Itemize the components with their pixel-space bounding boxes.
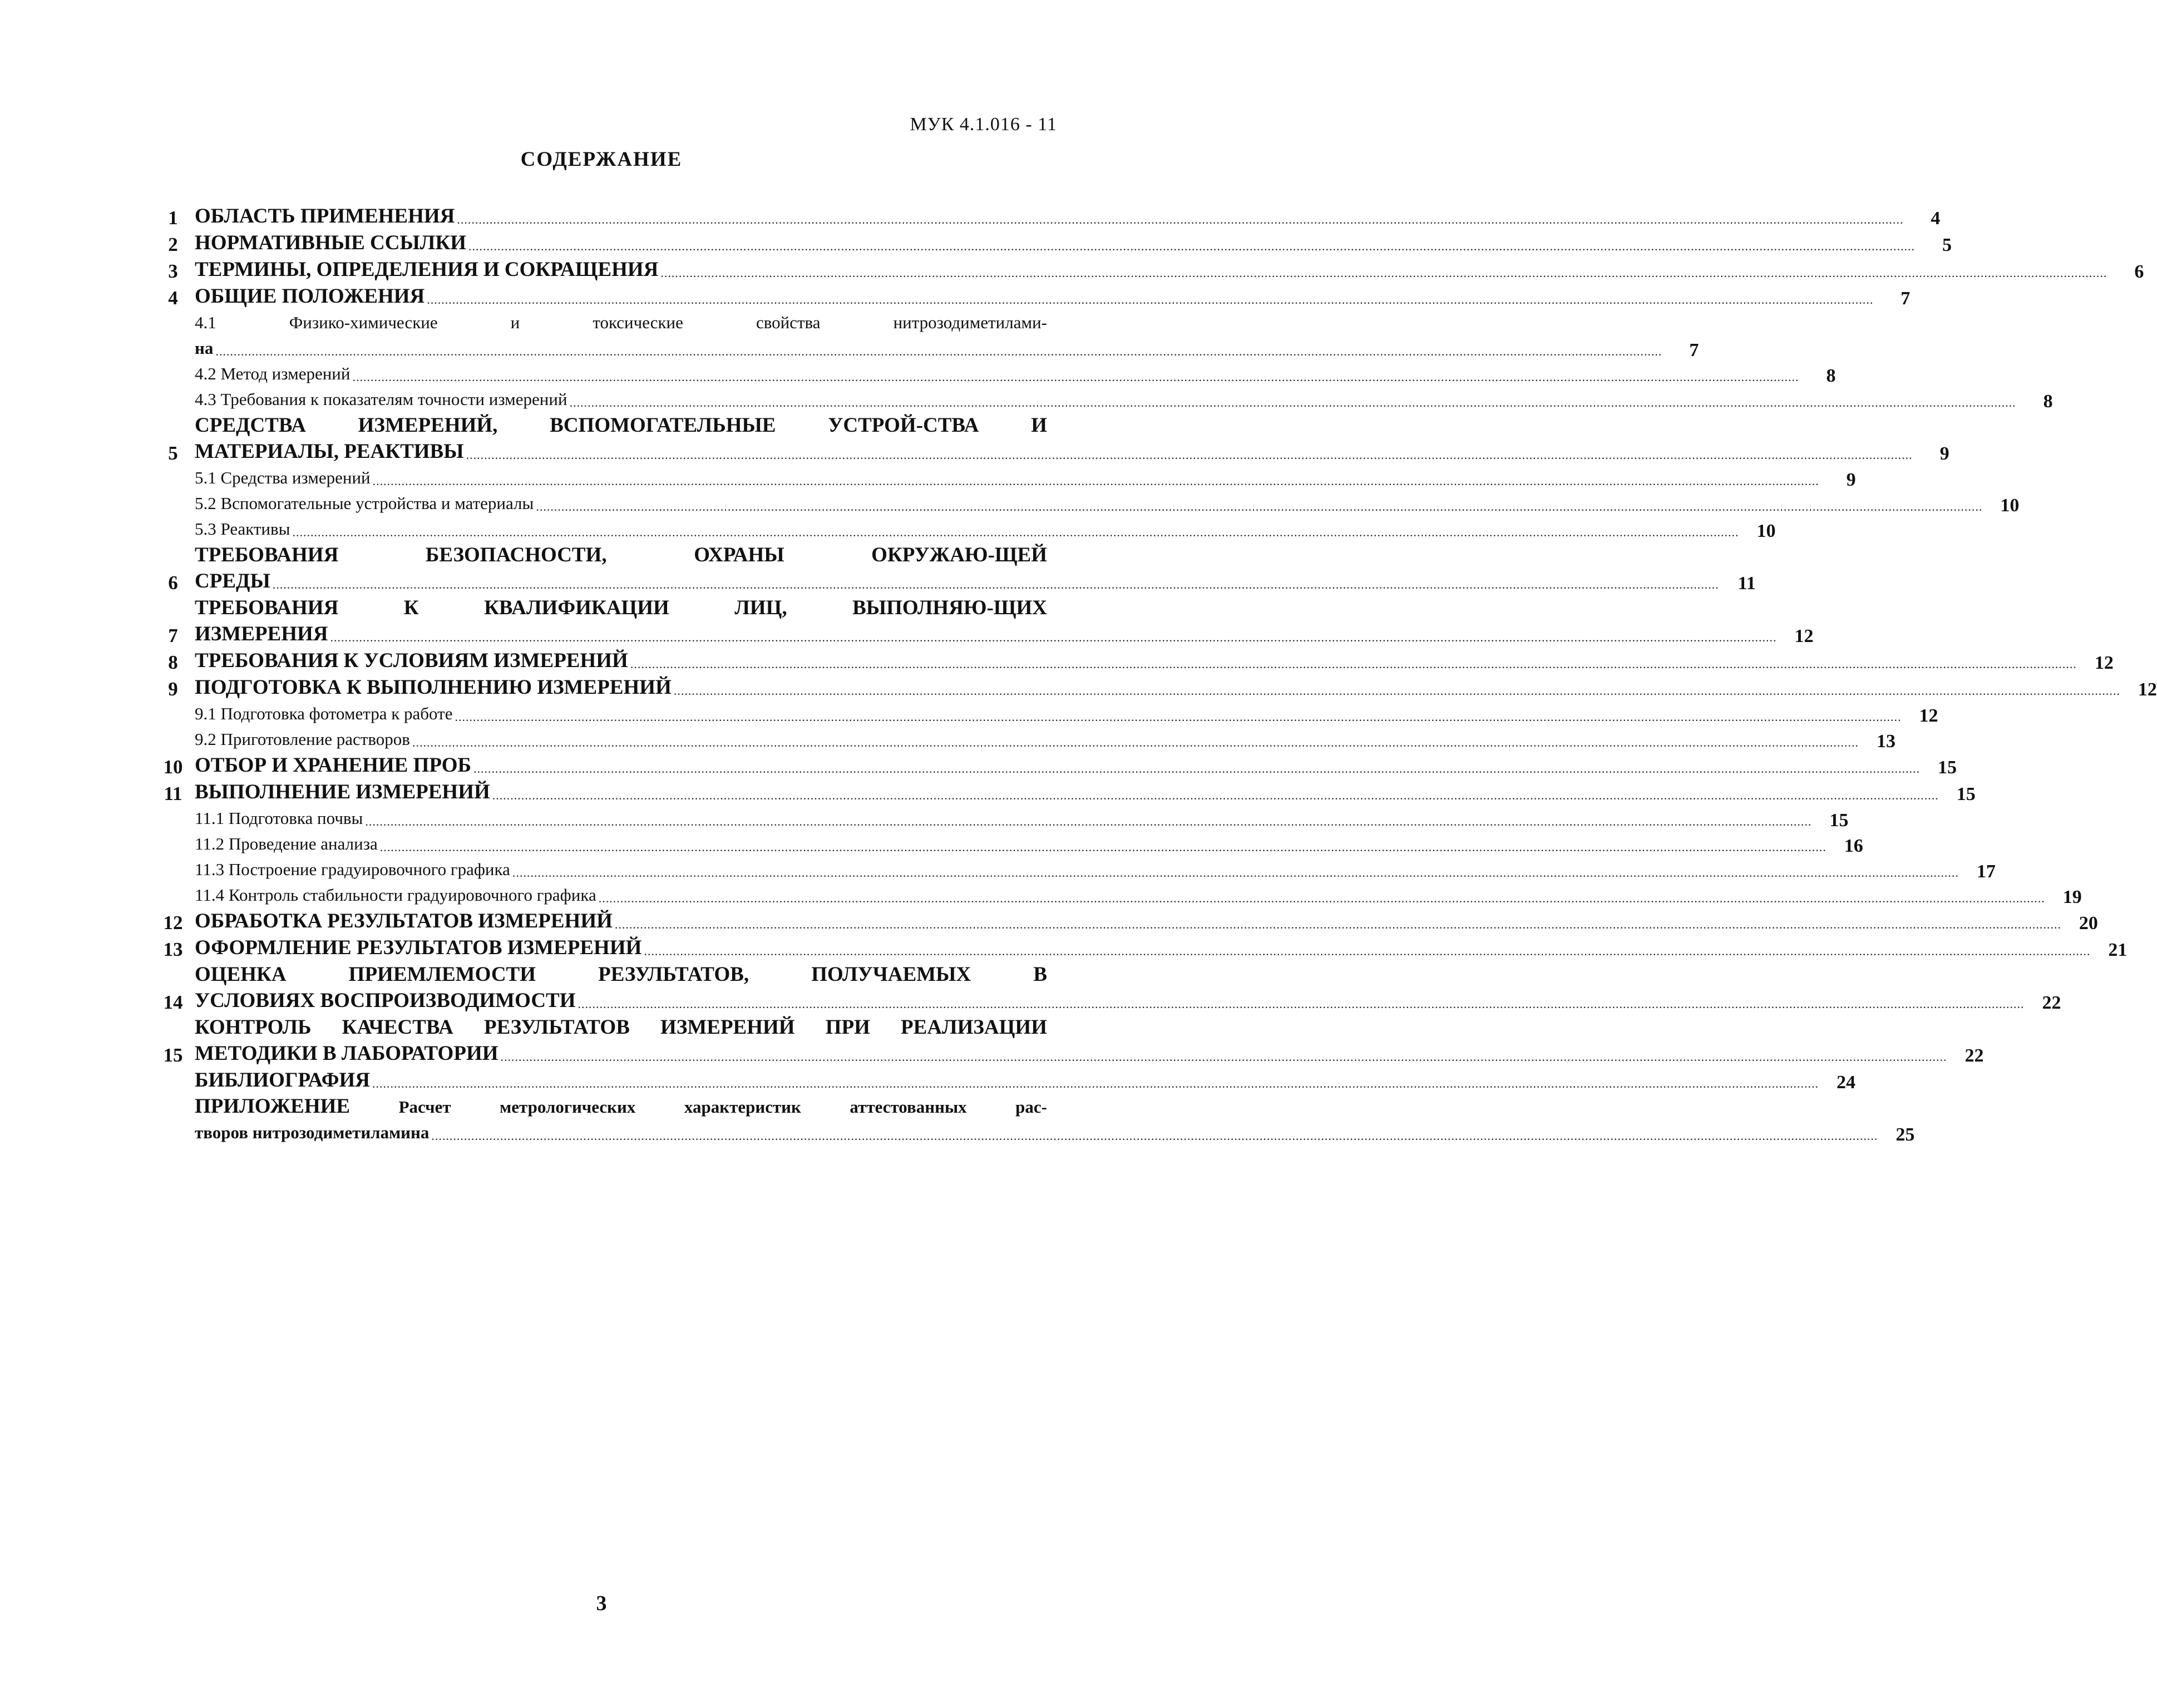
toc-entry-text-line2: творов нитрозодиметиламина (195, 1123, 430, 1142)
leader-dots: ................................................................................................................................................................................................................................................................................................................................................................................................................ (457, 213, 1904, 226)
leader-dots: ................................................................................................................................................................................................................................................................................................................................................................................................................ (215, 344, 1662, 358)
leader-dots: ................................................................................................................................................................................................................................................................................................................................................................................................................ (431, 1129, 1878, 1143)
toc-entry (151, 935, 2128, 961)
toc-entry (151, 806, 1849, 831)
toc-entry-text-line2: ИЗМЕРЕНИЯ (195, 623, 328, 645)
toc-entry-page: 6 (2134, 261, 2144, 282)
toc-entry-text-line1: ОЦЕНКА ПРИЕМЛЕМОСТИ РЕЗУЛЬТАТОВ, ПОЛУЧАЕМЫХ В (195, 963, 1047, 986)
toc-entry (151, 283, 1911, 309)
toc-entry (151, 310, 1699, 361)
toc-entry (151, 908, 2098, 934)
leader-dots: ................................................................................................................................................................................................................................................................................................................................................................................................................ (630, 657, 2077, 671)
toc-entry-text: ОФОРМЛЕНИЕ РЕЗУЛЬТАТОВ ИЗМЕРЕНИЙ (195, 936, 642, 959)
toc-entry (151, 882, 2082, 908)
leader-dots: ................................................................................................................................................................................................................................................................................................................................................................................................................ (500, 1050, 1947, 1064)
leader-dots: ................................................................................................................................................................................................................................................................................................................................................................................................................ (372, 474, 1819, 488)
leader-dots: ................................................................................................................................................................................................................................................................................................................................................................................................................ (468, 239, 1915, 253)
toc-title: СОДЕРЖАНИЕ (520, 148, 683, 171)
toc-entry-number: 9 (168, 678, 178, 700)
toc-entry-number: 3 (168, 260, 178, 282)
toc-entry-page: 15 (1956, 784, 1976, 804)
toc-entry (151, 701, 1938, 727)
leader-dots: ................................................................................................................................................................................................................................................................................................................................................................................................................ (660, 266, 2107, 280)
toc-entry (151, 1067, 1855, 1093)
toc-entry-text: ПОДГОТОВКА К ВЫПОЛНЕНИЮ ИЗМЕРЕНИЙ (195, 676, 672, 699)
toc-entry-page: 13 (1876, 731, 1896, 752)
toc-entry-page: 15 (1938, 757, 1957, 778)
leader-dots: ................................................................................................................................................................................................................................................................................................................................................................................................................ (673, 684, 2120, 698)
toc-entry-number: 8 (168, 651, 178, 673)
toc-entry-text-line1: ТРЕБОВАНИЯ БЕЗОПАСНОСТИ, ОХРАНЫ ОКРУЖАЮ-ЩЕЙ (195, 544, 1047, 566)
leader-dots: ................................................................................................................................................................................................................................................................................................................................................................................................................ (614, 917, 2061, 931)
toc-entry (151, 516, 1776, 542)
toc-entry-text: 11.2 Проведение анализа (195, 834, 378, 853)
toc-entry-page: 24 (1837, 1072, 1855, 1093)
toc-entry-text: 11.4 Контроль стабильности градуировочного графика (195, 885, 596, 905)
leader-dots: ................................................................................................................................................................................................................................................................................................................................................................................................................ (352, 370, 1799, 384)
toc-entry-page: 21 (2108, 940, 2128, 960)
toc-entry-page: 9 (1939, 443, 1949, 464)
toc-entry-text: ОБЛАСТЬ ПРИМЕНЕНИЯ (195, 205, 455, 228)
toc-entry-page: 11 (1738, 573, 1756, 594)
toc-entry-text-line1: Расчет метрологических характеристик аттестованных рас- (398, 1097, 1048, 1117)
toc-entry-text: БИБЛИОГРАФИЯ (195, 1069, 370, 1092)
toc-entry-page: 16 (1844, 836, 1863, 856)
toc-entry-text: ОТБОР И ХРАНЕНИЕ ПРОБ (195, 754, 471, 777)
toc-entry (151, 491, 2020, 516)
toc-entry-text-line2: МАТЕРИАЛЫ, РЕАКТИВЫ (195, 440, 464, 463)
leader-dots: ................................................................................................................................................................................................................................................................................................................................................................................................................ (466, 448, 1913, 462)
toc-entry (151, 387, 2053, 412)
toc-entry-page: 15 (1829, 810, 1849, 831)
toc-entry-page: 25 (1896, 1124, 1915, 1145)
toc-entry-number: 13 (163, 939, 183, 960)
toc-entry-text: ТРЕБОВАНИЯ К УСЛОВИЯМ ИЗМЕРЕНИЙ (195, 649, 628, 672)
toc-entry-text: 5.3 Реактивы (195, 519, 290, 539)
toc-entry-number: 1 (168, 207, 178, 229)
toc-entry (151, 961, 2061, 1014)
leader-dots: ................................................................................................................................................................................................................................................................................................................................................................................................................ (569, 396, 2016, 409)
toc-entry-text-line2: УСЛОВИЯХ ВОСПРОИЗВОДИМОСТИ (195, 989, 576, 1012)
toc-entry-text: 11.1 Подготовка почвы (195, 808, 363, 828)
document-code: МУК 4.1.016 - 11 (910, 114, 1057, 135)
leader-dots: ................................................................................................................................................................................................................................................................................................................................................................................................................ (536, 500, 1983, 514)
toc-entry-number: 2 (168, 234, 178, 255)
toc-entry-text: ОБЩИЕ ПОЛОЖЕНИЯ (195, 285, 425, 308)
toc-entry-text: 9.1 Подготовка фотометра к работе (195, 704, 453, 723)
toc-entry-number: 5 (168, 442, 178, 464)
toc-entry-text-line1: СРЕДСТВА ИЗМЕРЕНИЙ, ВСПОМОГАТЕЛЬНЫЕ УСТРОЙ-СТВА И (195, 414, 1047, 437)
toc-entry-number: 7 (168, 625, 178, 646)
toc-entry-text: 9.2 Приготовление растворов (195, 729, 410, 749)
toc-entry-page: 10 (2000, 495, 2020, 516)
toc-entry-text-line1: 4.1 Физико-химические и токсические свойства нитрозодиметилами- (195, 313, 1047, 332)
toc-entry (151, 857, 1996, 882)
toc-entry-number: 12 (163, 912, 183, 934)
toc-entry (151, 727, 1896, 752)
toc-entry-page: 9 (1846, 470, 1856, 490)
leader-dots: ................................................................................................................................................................................................................................................................................................................................................................................................................ (427, 293, 1874, 307)
toc-entry-page: 12 (2094, 653, 2114, 673)
leader-dots: ................................................................................................................................................................................................................................................................................................................................................................................................................ (644, 944, 2091, 958)
leader-dots: ................................................................................................................................................................................................................................................................................................................................................................................................................ (473, 762, 1920, 776)
toc-entry-page: 12 (1794, 626, 1814, 646)
toc-entry (151, 256, 2144, 283)
leader-dots: ................................................................................................................................................................................................................................................................................................................................................................................................................ (412, 735, 1859, 749)
leader-dots: ................................................................................................................................................................................................................................................................................................................................................................................................................ (365, 814, 1812, 828)
leader-dots: ................................................................................................................................................................................................................................................................................................................................................................................................................ (492, 788, 1939, 802)
toc-entry (151, 361, 1836, 387)
toc-entry (151, 1014, 1984, 1067)
toc-entry-page: 10 (1756, 521, 1776, 541)
toc-entry (151, 648, 2114, 674)
toc-entry (151, 230, 1952, 256)
toc-entry (151, 203, 1941, 229)
toc-entry (151, 752, 1957, 778)
toc-entry-text-line2: СРЕДЫ (195, 570, 270, 593)
toc-entry-page: 20 (2079, 913, 2098, 934)
toc-entry-text: 11.3 Построение градуировочного графика (195, 860, 510, 879)
toc-entry-text: ВЫПОЛНЕНИЕ ИЗМЕРЕНИЙ (195, 781, 490, 803)
leader-dots: ................................................................................................................................................................................................................................................................................................................................................................................................................ (512, 866, 1959, 880)
toc-entry-number: 10 (163, 756, 183, 778)
table-of-contents (151, 203, 2157, 1146)
leader-dots: ................................................................................................................................................................................................................................................................................................................................................................................................................ (455, 710, 1902, 724)
appendix-label: ПРИЛОЖЕНИЕ (195, 1095, 351, 1118)
page-number: 3 (596, 1592, 607, 1615)
toc-entry-number: 14 (163, 991, 183, 1013)
toc-entry-text: ТЕРМИНЫ, ОПРЕДЕЛЕНИЯ И СОКРАЩЕНИЯ (195, 258, 659, 281)
toc-entry-text-line1: ТРЕБОВАНИЯ К КВАЛИФИКАЦИИ ЛИЦ, ВЫПОЛНЯЮ-ЩИХ (195, 596, 1047, 619)
leader-dots: ................................................................................................................................................................................................................................................................................................................................................................................................................ (292, 525, 1739, 539)
toc-entry (151, 1094, 1915, 1146)
toc-entry-number: 6 (168, 572, 178, 594)
toc-entry-page: 22 (2042, 993, 2061, 1013)
toc-entry-page: 7 (1901, 288, 1911, 309)
leader-dots: ................................................................................................................................................................................................................................................................................................................................................................................................................ (330, 630, 1777, 644)
toc-entry-page: 7 (1689, 340, 1699, 361)
toc-entry-page: 19 (2062, 887, 2082, 907)
toc-entry-page: 12 (2138, 679, 2157, 700)
toc-entry-page: 12 (1919, 705, 1938, 726)
toc-entry (151, 465, 1856, 491)
leader-dots: ................................................................................................................................................................................................................................................................................................................................................................................................................ (372, 1077, 1819, 1090)
toc-entry-text: ОБРАБОТКА РЕЗУЛЬТАТОВ ИЗМЕРЕНИЙ (195, 910, 613, 932)
toc-entry-text-line2: на (195, 338, 214, 358)
toc-entry (151, 542, 1756, 594)
toc-entry (151, 412, 1949, 465)
toc-entry-page: 4 (1931, 208, 1941, 229)
leader-dots: ................................................................................................................................................................................................................................................................................................................................................................................................................ (272, 577, 1719, 591)
toc-entry-text: 5.2 Вспомогательные устройства и материалы (195, 493, 534, 513)
leader-dots: ................................................................................................................................................................................................................................................................................................................................................................................................................ (577, 997, 2025, 1011)
toc-entry (151, 779, 1976, 805)
toc-entry (151, 831, 1863, 857)
toc-entry (151, 595, 1814, 647)
toc-entry-page: 17 (1976, 861, 1996, 882)
leader-dots: ................................................................................................................................................................................................................................................................................................................................................................................................................ (379, 840, 1827, 854)
toc-entry-number: 4 (168, 287, 178, 309)
toc-entry-page: 8 (2043, 391, 2053, 412)
leader-dots: ................................................................................................................................................................................................................................................................................................................................................................................................................ (598, 891, 2045, 905)
toc-entry-page: 22 (1965, 1045, 1984, 1066)
toc-entry-number: 11 (164, 783, 182, 804)
toc-entry-page: 5 (1942, 235, 1952, 255)
toc-entry-text-line2: МЕТОДИКИ В ЛАБОРАТОРИИ (195, 1042, 498, 1065)
toc-entry-text-line1: КОНТРОЛЬ КАЧЕСТВА РЕЗУЛЬТАТОВ ИЗМЕРЕНИЙ ПРИ РЕАЛИЗАЦИИ (195, 1016, 1047, 1039)
toc-entry-text: 4.3 Требования к показателям точности измерений (195, 389, 567, 409)
toc-entry-number: 15 (163, 1044, 183, 1066)
toc-entry-text: 4.2 Метод измерений (195, 364, 351, 383)
toc-entry-text: НОРМАТИВНЫЕ ССЫЛКИ (195, 231, 466, 254)
toc-entry-page: 8 (1826, 366, 1836, 386)
toc-entry (151, 674, 2157, 700)
toc-entry-text: 5.1 Средства измерений (195, 468, 371, 487)
